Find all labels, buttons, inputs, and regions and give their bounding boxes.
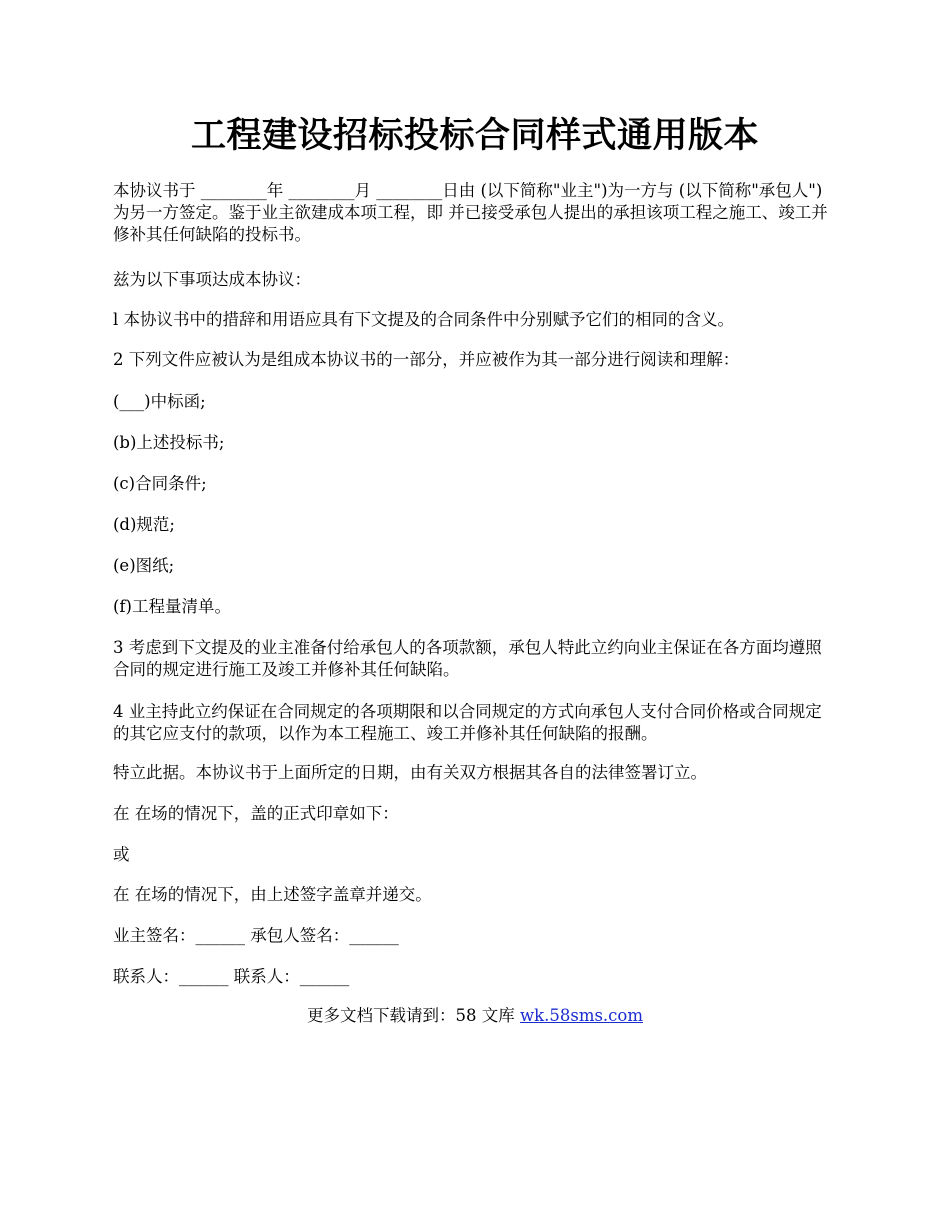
paragraph-clause-4: 4 业主持此立约保证在合同规定的各项期限和以合同规定的方式向承包人支付合同价格或合同规定的其它应支付的款项，以作为本工程施工、竣工并修补其任何缺陷的报酬。 xyxy=(113,702,822,743)
list-item-b: (b)上述投标书; xyxy=(113,433,225,452)
paragraph-clause-2: 2 下列文件应被认为是组成本协议书的一部分，并应被作为其一部分进行阅读和理解： xyxy=(113,350,740,369)
paragraph-or: 或 xyxy=(113,845,130,864)
contact-line: 联系人：______ 联系人：______ xyxy=(113,967,350,986)
list-item-c: (c)合同条件; xyxy=(113,474,207,493)
paragraph-signed: 在 在场的情况下，由上述签字盖章并递交。 xyxy=(113,885,432,904)
paragraph-clause-1: l 本协议书中的措辞和用语应具有下文提及的合同条件中分别赋予它们的相同的含义。 xyxy=(113,310,735,329)
signature-line: 业主签名：______ 承包人签名：______ xyxy=(113,926,399,945)
list-item-d: (d)规范; xyxy=(113,515,175,534)
footer-prefix: 更多文档下载请到：58 文库 xyxy=(306,1006,520,1025)
list-item-e: (e)图纸; xyxy=(113,556,175,575)
paragraph-agreement-heading: 兹为以下事项达成本协议： xyxy=(113,270,311,289)
paragraph-witness: 特立此据。本协议书于上面所定的日期，由有关双方根据其各自的法律签署订立。 xyxy=(113,763,707,782)
paragraph-agreement-intro: 本协议书于 ________年 ________月 ________日由 (以下简称"业主")为一方与 (以下简称"承包人")为另一方签定。鉴于业主欲建成本项工程，即 并已接受承包人提出的承担该项工程之施工、竣工并修补其任何缺陷的投标书。 xyxy=(113,181,828,244)
document-title: 工程建设招标投标合同样式通用版本 xyxy=(190,115,759,156)
paragraph-clause-3: 3 考虑到下文提及的业主准备付给承包人的各项款额，承包人特此立约向业主保证在各方面均遵照合同的规定进行施工及竣工并修补其任何缺陷。 xyxy=(113,638,822,679)
document-footer xyxy=(113,1005,837,1027)
list-item-a: (___)中标函; xyxy=(113,392,206,411)
list-item-f: (f)工程量清单。 xyxy=(113,597,231,616)
footer-link[interactable]: wk.58sms.com xyxy=(519,1006,643,1025)
paragraph-seal: 在 在场的情况下，盖的正式印章如下： xyxy=(113,804,399,823)
